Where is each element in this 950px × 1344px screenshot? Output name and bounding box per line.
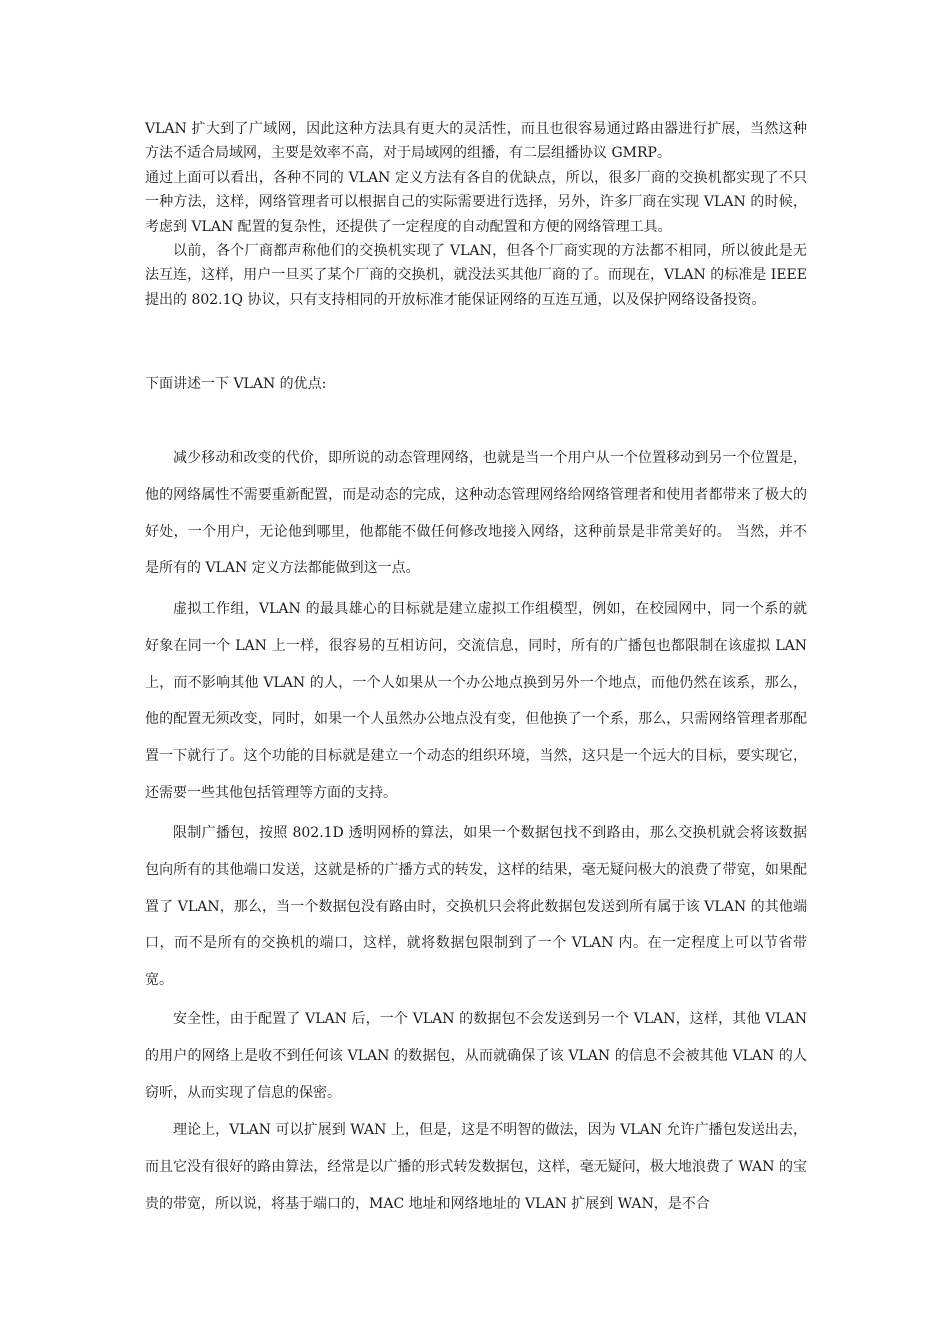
advantage-paragraph-2: 虚拟工作组，VLAN 的最具雄心的目标就是建立虚拟工作组模型，例如，在校园网中，同一个系的就好象在同一个 LAN 上一样，很容易的互相访问，交流信息，同时，所有的广播包也都限制在该虚拟 LAN 上，而不影响其他 VLAN 的人，一个人如果从一个办公地点换到另外一个地点，而他仍然在该系，那么，他的配置无须改变，同时，如果一个人虽然办公地点没有变，但他换了一个系，那么，只需网络管理者那配置一下就行了。这个功能的目标就是建立一个动态的组织环境，当然，这只是一个远大的目标，要实现它，还需要一些其他包括管理等方面的支持。 <box>145 601 807 801</box>
intro-paragraph-3: 以前，各个厂商都声称他们的交换机实现了 VLAN，但各个厂商实现的方法都不相同，所以彼此是无法互连，这样，用户一旦买了某个厂商的交换机，就没法买其他厂商的了。而现在，VLAN 的标准是 IEEE 提出的 802.1Q 协议，只有支持相同的开放标准才能保证网络的互连互通，以及保护网络设备投资。 <box>145 243 807 308</box>
advantage-paragraph-1: 减少移动和改变的代价，即所说的动态管理网络，也就是当一个用户从一个位置移动到另一个位置是，他的网络属性不需要重新配置，而是动态的完成，这种动态管理网络给网络管理者和使用者都带来了极大的好处，一个用户，无论他到哪里，他都能不做任何修改地接入网络，这种前景是非常美好的。 当然，并不是所有的 VLAN 定义方法都能做到这一点。 <box>145 450 807 577</box>
advantage-paragraph-5: 理论上，VLAN 可以扩展到 WAN 上，但是，这是不明智的做法，因为 VLAN 允许广播包发送出去，而且它没有很好的路由算法，经常是以广播的形式转发数据包，这样，毫无疑问，极大地浪费了 WAN 的宝贵的带宽，所以说，将基于端口的，MAC 地址和网络地址的 VLAN 扩展到 WAN，是不合 <box>145 1122 807 1212</box>
intro-paragraph-2: 通过上面可以看出，各种不同的 VLAN 定义方法有各自的优缺点，所以，很多厂商的交换机都实现了不只一种方法，这样，网络管理者可以根据自己的实际需要进行选择，另外，许多厂商在实现 VLAN 的时候，考虑到 VLAN 配置的复杂性，还提供了一定程度的自动配置和方便的网络管理工具。 <box>145 170 807 235</box>
section-heading: 下面讲述一下 VLAN 的优点: <box>145 376 327 392</box>
intro-paragraph-1: VLAN 扩大到了广域网，因此这种方法具有更大的灵活性，而且也很容易通过路由器进行扩展，当然这种方法不适合局域网，主要是效率不高，对于局域网的组播，有二层组播协议 GMRP。 <box>145 121 807 162</box>
advantage-paragraph-4: 安全性，由于配置了 VLAN 后，一个 VLAN 的数据包不会发送到另一个 VLAN，这样，其他 VLAN 的用户的网络上是收不到任何该 VLAN 的数据包，从而就确保了该 VLAN 的信息不会被其他 VLAN 的人窃听，从而实现了信息的保密。 <box>145 1011 807 1101</box>
advantage-paragraph-3: 限制广播包，按照 802.1D 透明网桥的算法，如果一个数据包找不到路由，那么交换机就会将该数据包向所有的其他端口发送，这就是桥的广播方式的转发，这样的结果，毫无疑问极大的浪费了带宽，如果配置了 VLAN，那么，当一个数据包没有路由时，交换机只会将此数据包发送到所有属于该 VLAN 的其他端口，而不是所有的交换机的端口，这样，就将数据包限制到了一个 VLAN 内。在一定程度上可以节省带宽。 <box>145 825 807 989</box>
